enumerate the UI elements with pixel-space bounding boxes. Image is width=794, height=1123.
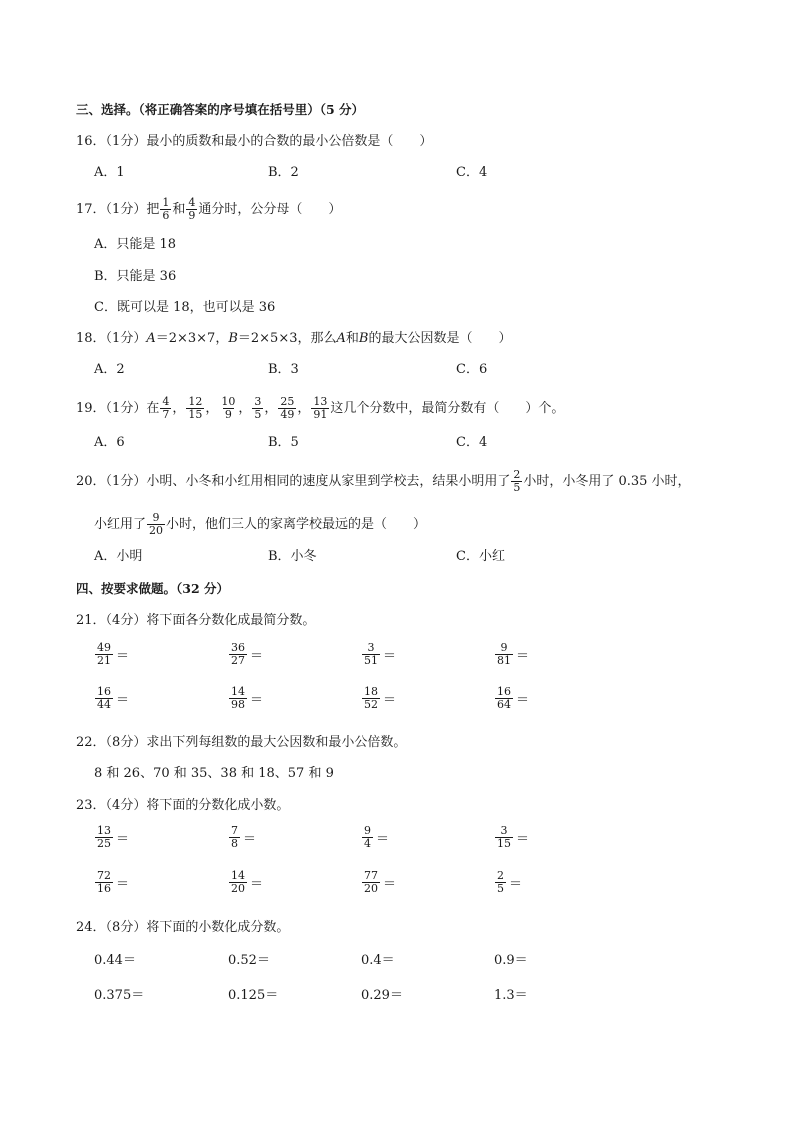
equals-sign: ＝ [116,649,130,664]
equals-sign: ＝ [516,832,530,847]
q19-prefix: 19．（1分）在 [76,401,160,416]
fraction-denominator: 4 [364,837,371,850]
fraction-numerator: 14 [231,869,245,882]
fraction [495,642,513,667]
q17-option-a: A．只能是 18 [94,237,177,252]
fraction-denominator: 16 [97,882,111,895]
comma: ， [238,401,252,416]
fraction-denominator: 20 [364,882,378,895]
fraction-numerator: 2 [497,869,504,882]
fraction-numerator: 9 [364,824,371,837]
question-24: 24．（8分）将下面的小数化成分数。 [76,920,290,935]
q23-fraction-item [228,825,256,850]
fraction-denominator: 5 [254,408,262,421]
fraction [95,642,113,667]
fraction [495,825,513,850]
q18-and: 和 [345,331,359,346]
q21-fraction-item [94,686,129,711]
q24-item: 0.52＝ [228,953,270,968]
question-20-line-2 [94,512,426,537]
q19-fraction [160,396,171,421]
fraction-denominator: 52 [364,698,378,711]
fraction-denominator: 15 [188,408,203,421]
fraction [362,870,380,895]
fraction-numerator: 10 [221,395,236,408]
q21-fraction-item [228,642,263,667]
fraction [229,825,240,850]
q19-fraction [186,396,204,421]
fraction-numerator: 3 [254,395,262,408]
fraction-denominator: 20 [149,524,164,537]
q19-fraction [252,396,263,421]
q21-fraction-item [494,642,529,667]
fraction-denominator: 81 [497,654,511,667]
q23-fraction-item [228,870,263,895]
q24-item: 1.3＝ [494,988,528,1003]
q16-option-a: A．1 [94,165,125,180]
fraction [362,686,380,711]
fraction-numerator: 16 [497,685,511,698]
q21-fraction-item [361,686,396,711]
question-17 [76,197,341,222]
q20-middle: 小时，小冬用了 0.35 小时， [523,474,691,489]
equals-sign: ＝ [509,877,523,892]
q20-fraction-2 [147,512,165,537]
fraction-numerator: 4 [188,196,196,209]
equals-sign: ＝ [116,832,130,847]
fraction-numerator: 13 [313,395,328,408]
fraction-numerator: 16 [97,685,111,698]
fraction [495,686,513,711]
fraction-denominator: 49 [280,408,295,421]
q16-option-c: C．4 [456,165,488,180]
equals-sign: ＝ [516,649,530,664]
fraction-denominator: 25 [97,837,111,850]
q18-var-a: A [146,331,156,346]
fraction-numerator: 49 [97,641,111,654]
comma: ， [264,401,278,416]
q18-var-a2: A [336,331,346,346]
fraction-denominator: 44 [97,698,111,711]
comma: ， [172,401,186,416]
q17-prefix: 17．（1分）把 [76,202,160,217]
question-22: 22．（8分）求出下列每组数的最大公因数和最小公倍数。 [76,735,407,750]
fraction-numerator: 2 [513,468,521,481]
q20-prefix-2: 小红用了 [94,517,147,532]
fraction-denominator: 6 [162,209,170,222]
q21-fraction-item [94,642,129,667]
fraction-numerator: 18 [364,685,378,698]
q23-fraction-item [361,825,389,850]
fraction-numerator: 25 [280,395,295,408]
q17-and: 和 [172,202,186,217]
equals-sign: ＝ [376,832,390,847]
q18-option-b: B．3 [268,362,299,377]
equals-sign: ＝ [243,832,257,847]
q23-fraction-item [494,825,529,850]
fraction-denominator: 8 [231,837,238,850]
equals-sign: ＝ [383,649,397,664]
equals-sign: ＝ [383,693,397,708]
q18-var-b2: B [358,331,369,346]
equals-sign: ＝ [250,877,264,892]
q24-item: 0.125＝ [228,988,279,1003]
question-21: 21．（4分）将下面各分数化成最简分数。 [76,613,316,628]
q23-fraction-item [94,870,129,895]
equals-sign: ＝ [116,693,130,708]
q17-fraction-1 [160,197,171,222]
q17-fraction-2 [186,197,197,222]
q20-suffix: 小时，他们三人的家离学校最远的是（ ） [166,517,427,532]
fraction-denominator: 64 [497,698,511,711]
fraction-denominator: 5 [497,882,504,895]
q23-fraction-item [494,870,522,895]
q24-item: 0.375＝ [94,988,145,1003]
q18-prefix: 18．（1分） [76,331,147,346]
question-16: 16．（1分）最小的质数和最小的合数的最小公倍数是（ ） [76,134,433,149]
q18-a-expr: ＝2×3×7， [155,331,229,346]
fraction-numerator: 7 [231,824,238,837]
equals-sign: ＝ [116,877,130,892]
fraction-numerator: 36 [231,641,245,654]
fraction [229,870,247,895]
question-20-line-1 [76,469,691,494]
q19-option-c: C．4 [456,435,488,450]
question-23: 23．（4分）将下面的分数化成小数。 [76,798,290,813]
q18-suffix: 的最大公因数是（ ） [368,331,512,346]
fraction [95,870,113,895]
q24-item: 0.9＝ [494,953,528,968]
q21-fraction-item [228,686,263,711]
fraction [95,825,113,850]
q20-option-c: C．小红 [456,549,505,564]
fraction-denominator: 91 [313,408,328,421]
comma: ， [205,401,219,416]
fraction-numerator: 14 [231,685,245,698]
equals-sign: ＝ [250,693,264,708]
q24-item: 0.44＝ [94,953,136,968]
q20-option-a: A．小明 [94,549,143,564]
fraction-numerator: 77 [364,869,378,882]
fraction-denominator: 51 [364,654,378,667]
fraction-numerator: 72 [97,869,111,882]
fraction [362,825,373,850]
fraction-numerator: 3 [500,824,508,837]
fraction-numerator: 12 [188,395,203,408]
fraction [362,642,380,667]
q23-fraction-item [94,825,129,850]
fraction-numerator: 13 [97,824,111,837]
question-19 [76,396,564,421]
equals-sign: ＝ [516,693,530,708]
equals-sign: ＝ [383,877,397,892]
fraction [95,686,113,711]
q17-suffix: 通分时，公分母（ ） [198,202,342,217]
q18-option-a: A．2 [94,362,125,377]
comma: ， [297,401,311,416]
q17-option-b: B．只能是 36 [94,269,177,284]
fraction-denominator: 9 [224,408,232,421]
q24-item: 0.29＝ [361,988,403,1003]
q21-fraction-item [494,686,529,711]
fraction-denominator: 21 [97,654,111,667]
q19-fraction [219,396,237,421]
fraction-numerator: 9 [500,641,508,654]
fraction-denominator: 20 [231,882,245,895]
fraction-denominator: 5 [513,481,521,494]
fraction-denominator: 98 [231,698,245,711]
q21-fraction-item [361,642,396,667]
q18-b-expr: ＝2×5×3，那么 [237,331,337,346]
fraction-denominator: 15 [497,837,511,850]
fraction-denominator: 27 [231,654,245,667]
q19-option-b: B．5 [268,435,299,450]
fraction-denominator: 7 [162,408,170,421]
q23-fraction-item [361,870,396,895]
fraction [229,686,247,711]
q19-suffix: 这几个分数中，最简分数有（ ）个。 [330,401,565,416]
q18-var-b: B [228,331,238,346]
fraction-numerator: 9 [152,511,160,524]
q17-option-c: C．既可以是 18，也可以是 36 [94,300,276,315]
section-3-title: 三、选择。（将正确答案的序号填在括号里）（5 分） [76,102,365,117]
fraction [229,642,247,667]
q20-fraction-1 [511,469,522,494]
fraction-denominator: 9 [188,209,196,222]
q18-option-c: C．6 [456,362,488,377]
q20-option-b: B．小冬 [268,549,317,564]
q19-option-a: A．6 [94,435,125,450]
equals-sign: ＝ [250,649,264,664]
q24-item: 0.4＝ [361,953,395,968]
q22-number-groups: 8 和 26、70 和 35、38 和 18、57 和 9 [94,766,334,781]
fraction-numerator: 1 [162,196,170,209]
fraction [495,870,506,895]
section-4-title: 四、按要求做题。（32 分） [76,581,229,596]
q16-option-b: B．2 [268,165,299,180]
fraction-numerator: 3 [367,641,375,654]
fraction-numerator: 4 [162,395,170,408]
q19-fraction [278,396,296,421]
q20-prefix: 20．（1分）小明、小冬和小红用相同的速度从家里到学校去，结果小明用了 [76,474,511,489]
q19-fraction [311,396,329,421]
question-18 [76,330,511,348]
